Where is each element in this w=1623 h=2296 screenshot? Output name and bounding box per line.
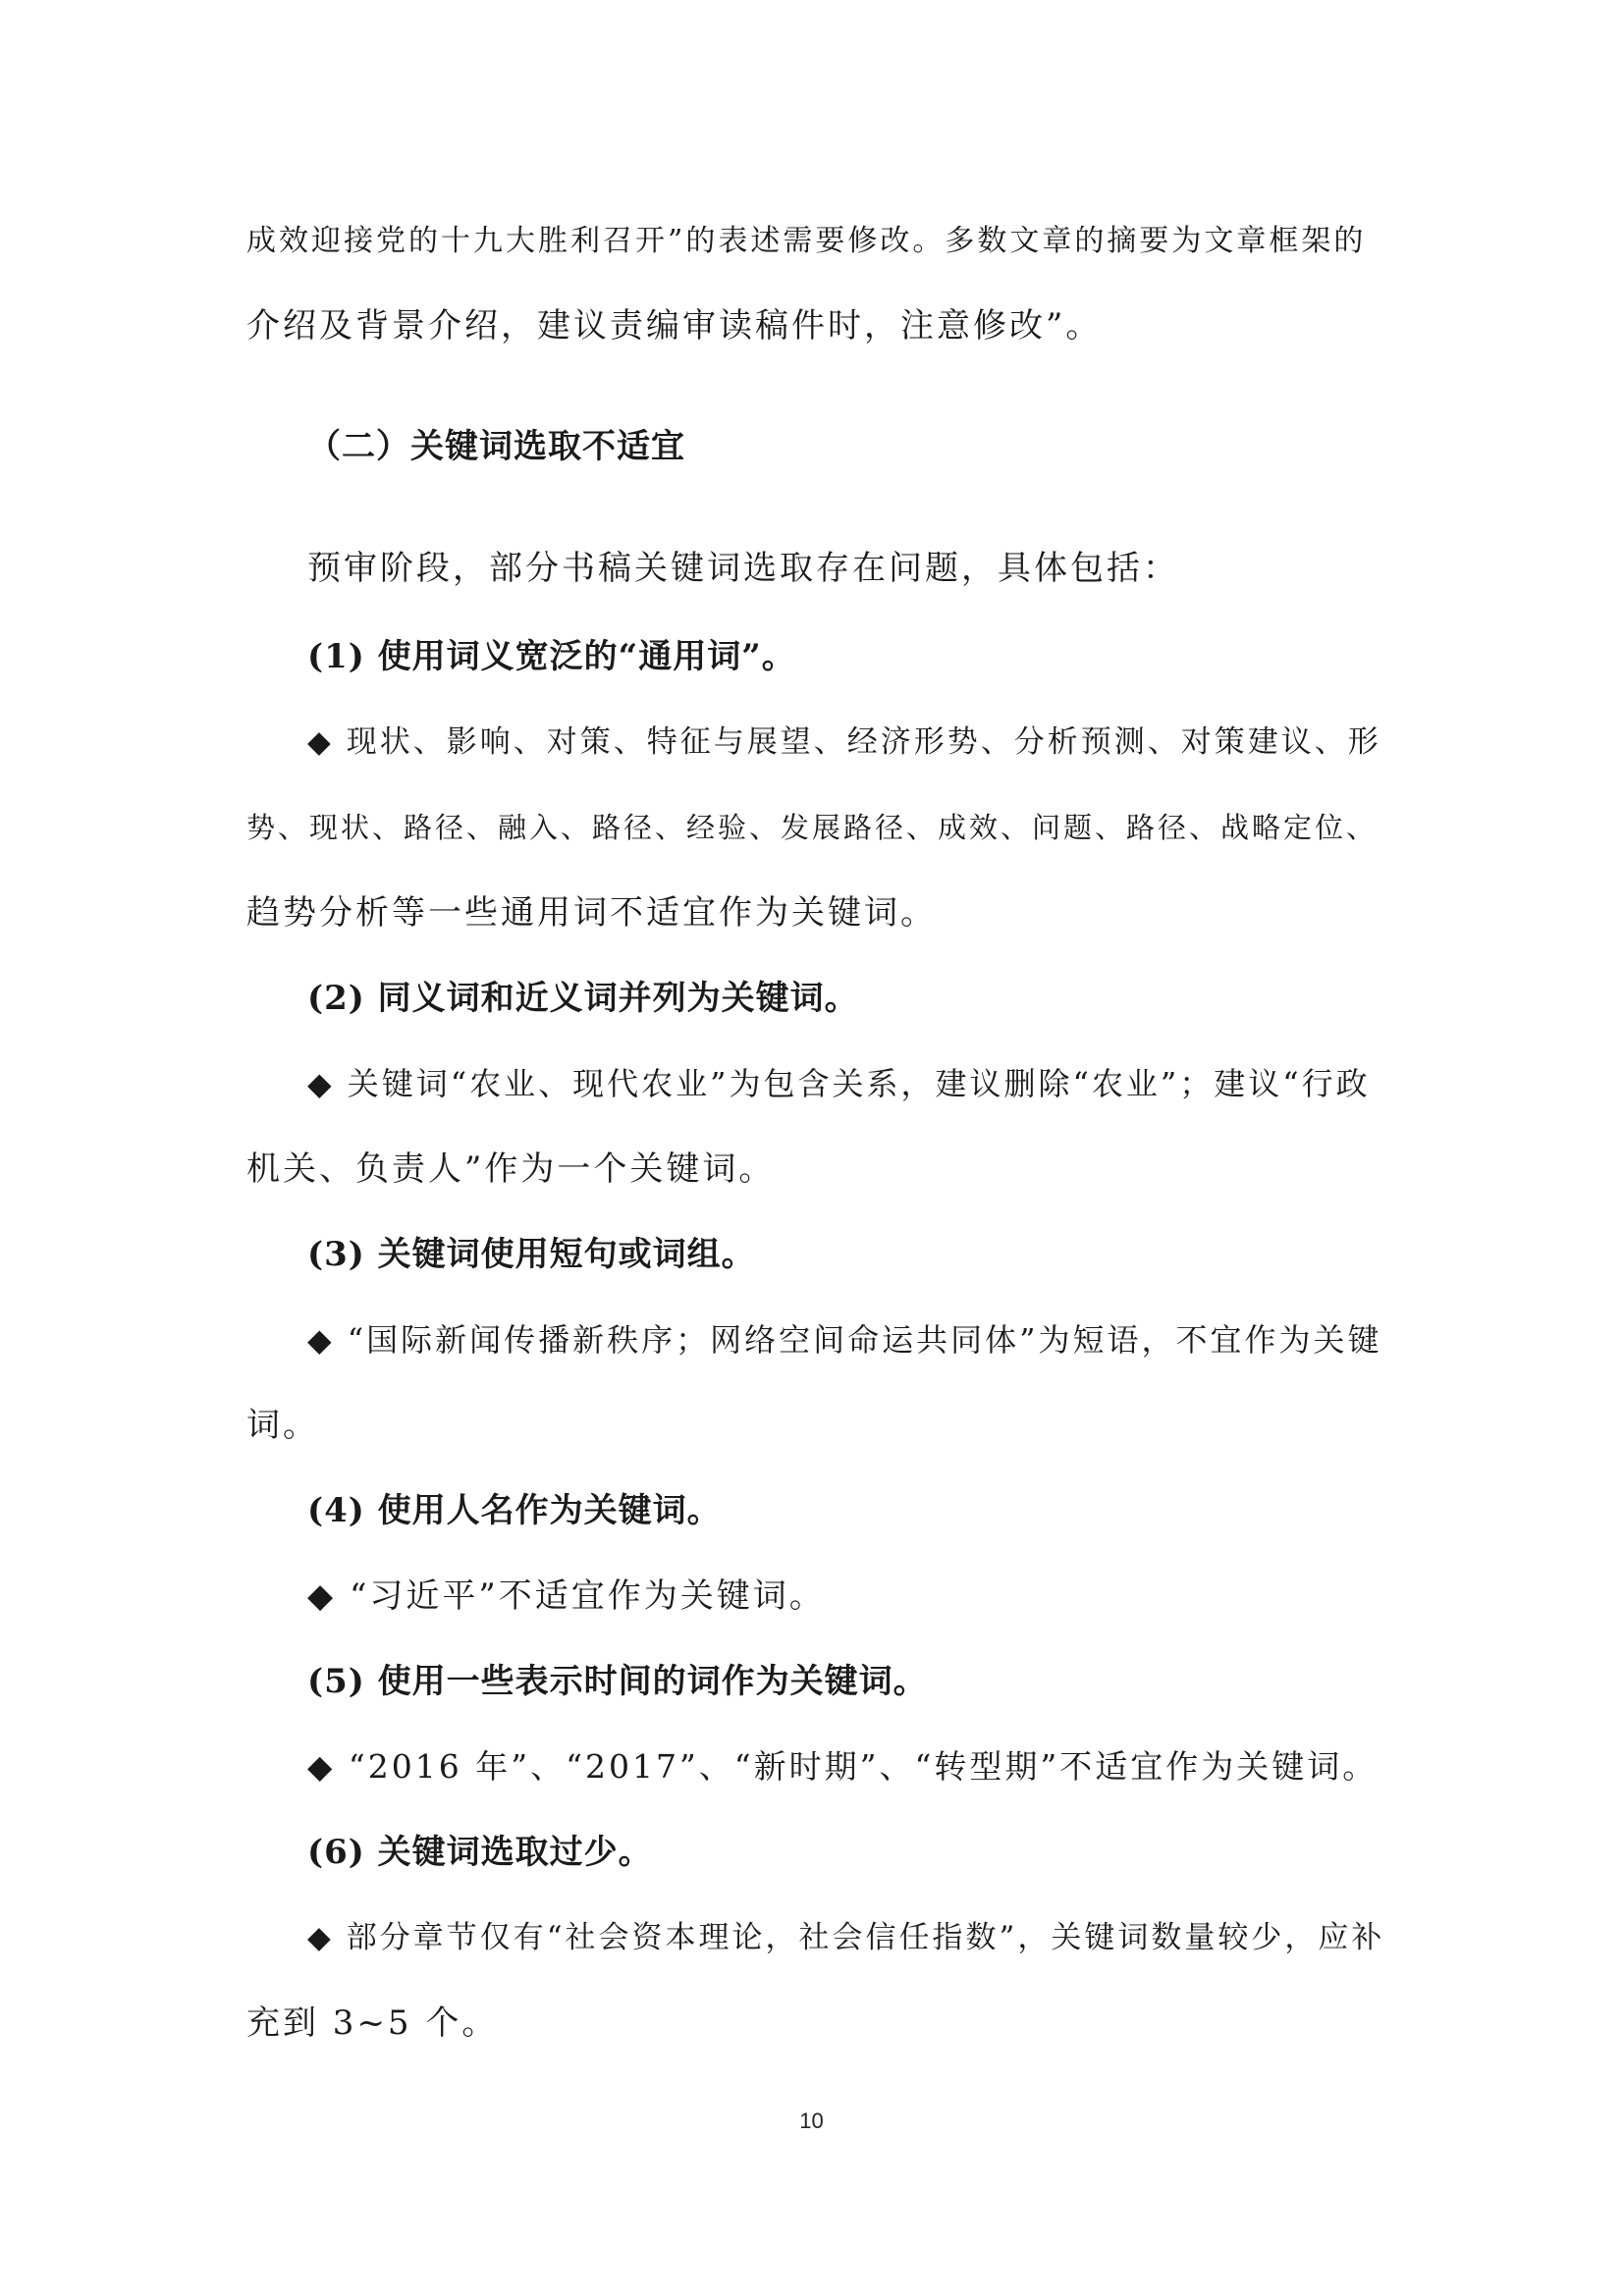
- item-4-line-1: ◆ “习近平”不适宜作为关键词。: [307, 1576, 826, 1616]
- item-3-line-2: 词。: [246, 1406, 319, 1445]
- item-2-line-2: 机关、负责人”作为一个关键词。: [246, 1149, 776, 1189]
- item-6-line-1: ◆ 部分章节仅有“社会资本理论，社会信任指数”，关键词数量较少，应补: [307, 1920, 1385, 1955]
- item-1-line-1: ◆ 现状、影响、对策、特征与展望、经济形势、分析预测、对策建议、形: [307, 724, 1381, 760]
- item-6-line-2: 充到 3~5 个。: [246, 2003, 499, 2043]
- item-5-line-1: ◆ “2016 年”、“2017”、“新时期”、“转型期”不适宜作为关键词。: [307, 1747, 1379, 1786]
- page-number: 10: [799, 2109, 824, 2133]
- lead-paragraph: 预审阶段，部分书稿关键词选取存在问题，具体包括：: [307, 549, 1179, 588]
- item-6-heading: (6) 关键词选取过少。: [307, 1833, 653, 1872]
- item-5-heading: (5) 使用一些表示时间的词作为关键词。: [307, 1662, 928, 1701]
- item-1-line-3: 趋势分析等一些通用词不适宜作为关键词。: [246, 893, 937, 933]
- section-heading: （二）关键词选取不适宜: [307, 427, 685, 466]
- intro-line-1: 成效迎接党的十九大胜利召开”的表述需要修改。多数文章的摘要为文章框架的: [246, 224, 1367, 258]
- item-1-heading: (1) 使用词义宽泛的“通用词”。: [307, 637, 796, 676]
- intro-line-2: 介绍及背景介绍，建议责编审读稿件时，注意修改”。: [246, 306, 1103, 346]
- item-1-line-2: 势、现状、路径、融入、路径、经验、发展路径、成效、问题、路径、战略定位、: [246, 811, 1379, 844]
- item-4-heading: (4) 使用人名作为关键词。: [307, 1491, 722, 1530]
- item-3-line-1: ◆ “国际新闻传播新秩序；网络空间命运共同体”为短语，不宜作为关键: [307, 1321, 1382, 1359]
- item-2-line-1: ◆ 关键词“农业、现代农业”为包含关系，建议删除“农业”；建议“行政: [307, 1065, 1371, 1102]
- item-3-heading: (3) 关键词使用短句或词组。: [307, 1235, 756, 1274]
- item-2-heading: (2) 同义词和近义词并列为关键词。: [307, 979, 859, 1018]
